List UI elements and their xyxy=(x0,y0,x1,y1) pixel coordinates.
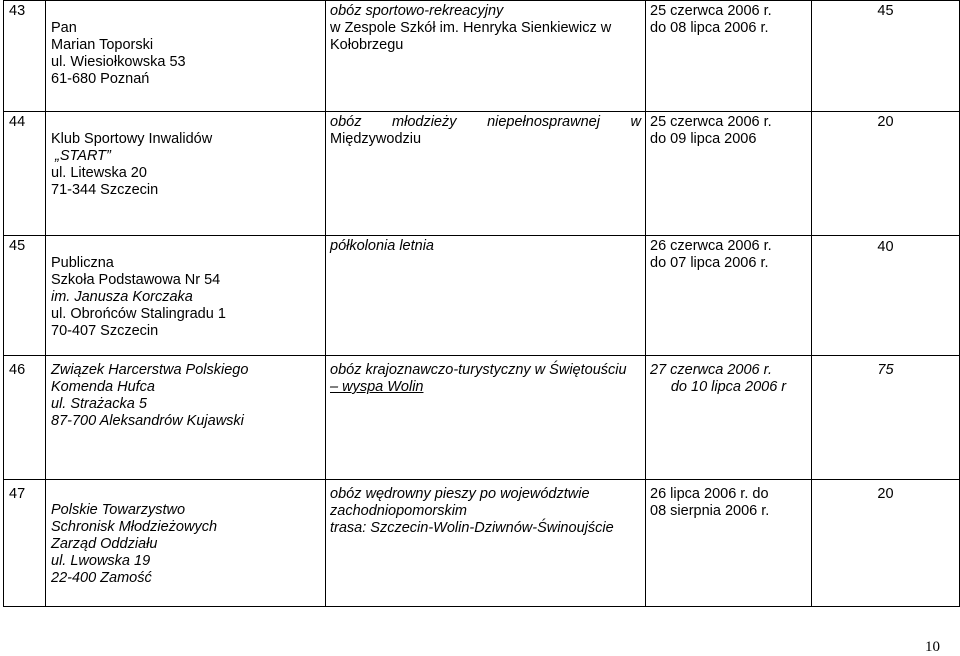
organizer-line: Szkoła Podstawowa Nr 54 xyxy=(51,272,221,288)
program-cell xyxy=(326,236,646,356)
organizer-line: „START” xyxy=(55,148,111,164)
organizer-line: ul. Strażacka 5 xyxy=(51,396,147,412)
organizer-cell xyxy=(46,1,326,112)
organizer-line: Komenda Hufca xyxy=(51,379,155,395)
program-cell xyxy=(326,480,646,607)
organizer-line: 22-400 Zamość xyxy=(51,570,152,586)
date-to: 08 sierpnia 2006 r. xyxy=(650,503,770,519)
dates-cell xyxy=(646,1,812,112)
table-row xyxy=(4,480,960,607)
participant-count: 75 xyxy=(812,356,960,480)
organizer-line: Schronisk Młodzieżowych xyxy=(51,519,218,535)
participant-count: 40 xyxy=(812,236,960,356)
program-word: niepełnosprawnej xyxy=(487,114,600,130)
date-from: 25 czerwca 2006 r. xyxy=(650,3,772,19)
program-line: w Zespole Szkół im. Henryka Sienkiewicz w xyxy=(330,20,612,36)
program-cell xyxy=(326,356,646,480)
organizer-line: im. Janusza Korczaka xyxy=(51,289,193,305)
organizer-line: 71-344 Szczecin xyxy=(51,182,159,198)
participant-count: 45 xyxy=(812,1,960,112)
row-number: 44 xyxy=(4,112,46,236)
organizer-line: 61-680 Poznań xyxy=(51,71,150,87)
organizer-line: Zarząd Oddziału xyxy=(51,536,158,552)
program-word: obóz xyxy=(330,114,362,130)
program-line: zachodniopomorskim xyxy=(330,503,468,519)
program-line: obóz krajoznawczo-turystyczny w Świętouściu xyxy=(330,362,627,378)
organizer-line: ul. Lwowska 19 xyxy=(51,553,151,569)
table-row xyxy=(4,236,960,356)
program-word: w xyxy=(630,114,641,130)
program-line: obóz wędrowny pieszy po województwie xyxy=(330,486,590,502)
program-line: trasa: Szczecin-Wolin-Dziwnów-Świnoujście xyxy=(330,520,614,536)
program-line: obóz sportowo-rekreacyjny xyxy=(330,3,504,19)
row-number: 46 xyxy=(4,356,46,480)
date-from: 26 lipca 2006 r. do xyxy=(650,486,769,502)
organizer-cell xyxy=(46,480,326,607)
dates-cell xyxy=(646,480,812,607)
organizer-cell xyxy=(46,236,326,356)
date-from: 26 czerwca 2006 r. xyxy=(650,238,772,254)
organizer-cell xyxy=(46,356,326,480)
organizer-line: ul. Wiesiołkowska 53 xyxy=(51,54,186,70)
date-from: 27 czerwca 2006 r. xyxy=(650,362,772,378)
dates-cell xyxy=(646,356,812,480)
table-row xyxy=(4,356,960,480)
organizer-line: Pan xyxy=(51,20,77,36)
program-line: Kołobrzegu xyxy=(330,37,404,53)
table-row xyxy=(4,1,960,112)
date-to: do 08 lipca 2006 r. xyxy=(650,20,769,36)
date-to: do 10 lipca 2006 r xyxy=(670,379,787,395)
organizer-line: ul. Litewska 20 xyxy=(51,165,147,181)
organizer-line: Marian Toporski xyxy=(51,37,154,53)
row-number: 47 xyxy=(4,480,46,607)
program-cell xyxy=(326,1,646,112)
program-line xyxy=(330,114,641,131)
row-number: 43 xyxy=(4,1,46,112)
camps-table xyxy=(3,0,960,607)
organizer-line: Związek Harcerstwa Polskiego xyxy=(51,362,249,378)
dates-cell xyxy=(646,236,812,356)
participant-count: 20 xyxy=(812,480,960,607)
date-to: do 07 lipca 2006 r. xyxy=(650,255,769,271)
program-cell xyxy=(326,112,646,236)
dates-cell xyxy=(646,112,812,236)
participant-count: 20 xyxy=(812,112,960,236)
table-row xyxy=(4,112,960,236)
organizer-cell xyxy=(46,112,326,236)
row-number: 45 xyxy=(4,236,46,356)
date-from: 25 czerwca 2006 r. xyxy=(650,114,772,130)
organizer-line: Polskie Towarzystwo xyxy=(51,502,186,518)
organizer-line: 87-700 Aleksandrów Kujawski xyxy=(51,413,244,429)
organizer-line: ul. Obrońców Stalingradu 1 xyxy=(51,306,226,322)
date-to: do 09 lipca 2006 xyxy=(650,131,757,147)
program-line: Międzywodziu xyxy=(330,131,422,147)
program-line: półkolonia letnia xyxy=(330,238,434,254)
organizer-line: Publiczna xyxy=(51,255,114,271)
organizer-line: 70-407 Szczecin xyxy=(51,323,159,339)
program-line: – wyspa Wolin xyxy=(330,379,424,395)
program-word: młodzieży xyxy=(392,114,457,130)
organizer-line: Klub Sportowy Inwalidów xyxy=(51,131,213,147)
page-number: 10 xyxy=(925,639,940,655)
